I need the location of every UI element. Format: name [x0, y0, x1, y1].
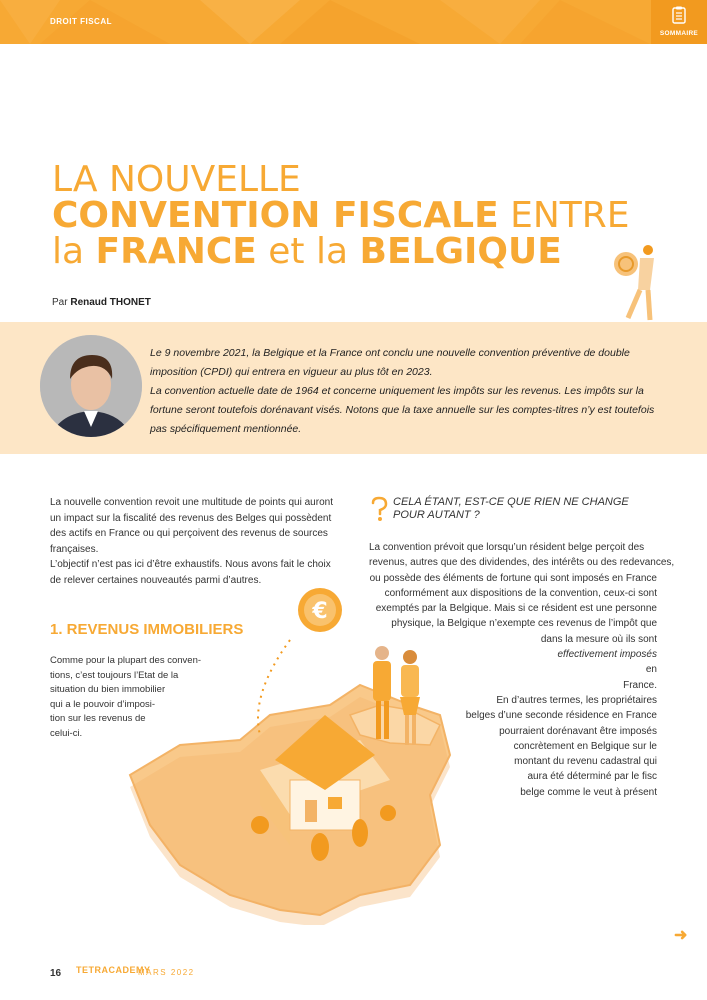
immo-line: tions, c’est toujours l’Etat de la	[50, 669, 179, 681]
title-line-1: LA NOUVELLE	[52, 159, 301, 200]
right-line: conformément aux dispositions de la convention, ceux-ci sont	[384, 587, 657, 599]
right-line-head: dans la mesure où ils sont	[540, 633, 657, 645]
byline	[52, 297, 151, 308]
right-line: montant du revenu cadastral qui	[514, 756, 657, 768]
intro-paragraph-2: La convention actuelle date de 1964 et concerne uniquement les impôts sur les revenus. Les impôts sur la fortune seront toutefois dorénavant visés. Notons que la taxe annuelle sur les comptes-titres n’y est toutefois pas spécifiquement mentionnée.	[150, 385, 655, 435]
sommaire-label: SOMMAIRE	[659, 30, 699, 37]
euro-symbol: €	[312, 599, 328, 624]
page-number: 16	[50, 968, 62, 979]
right-line: La convention prévoit que lorsqu’un résident belge perçoit des	[369, 542, 645, 553]
right-line-tail: en	[645, 664, 657, 676]
right-line: physique, la Belgique n’exempte ces revenus de l’impôt que	[391, 618, 657, 630]
title-line-2-thin: ENTRE	[498, 195, 630, 236]
right-line-france: France.	[623, 679, 657, 691]
left-paragraph-2: L’objectif n’est pas ici d’être exhaustifs. Nous avons fait le choix de relever certaines nouveautés parmi d’autres.	[50, 559, 331, 586]
clipboard-icon	[672, 6, 686, 24]
right-line: aura été déterminé par le fisc	[527, 771, 657, 783]
next-page-arrow[interactable]: ➜	[674, 927, 688, 944]
question-mark-icon	[369, 496, 389, 522]
title-line-3-d: BELGIQUE	[359, 231, 562, 272]
emphasis-text: effectivement imposés	[557, 649, 657, 661]
footer-logo: TETRACADEMY	[76, 965, 151, 975]
header-bar	[0, 0, 707, 44]
right-line: pourraient dorénavant être imposés	[499, 725, 657, 737]
immo-line: Comme pour la plupart des conven-	[50, 655, 202, 666]
author-avatar	[40, 335, 142, 437]
author-portrait	[40, 335, 142, 437]
title-line-3-a: la	[52, 231, 96, 272]
right-line: revenus, autres que des dividendes, des intérêts ou des redevances,	[369, 557, 675, 569]
left-paragraph-1: La nouvelle convention revoit une multitude de points qui auront un impact sur la fiscalité des revenus des Belges qui possèdent des actifs en France ou qui perçoivent des revenus de sources françaises.	[50, 497, 333, 555]
right-line: belge comme le veut à présent	[520, 786, 657, 798]
section-label: DROIT FISCAL	[50, 17, 112, 26]
right-line: ou possède des éléments de fortune qui sont imposés en France	[369, 572, 657, 584]
intro-text	[150, 344, 670, 439]
coin-carrier-illustration	[610, 242, 660, 322]
france-map-illustration	[120, 565, 540, 925]
author-name: Renaud THONET	[70, 297, 151, 308]
immo-line: qui a le pouvoir d’imposi-	[50, 698, 156, 710]
sommaire-button[interactable]	[651, 0, 707, 44]
title-line-2-bold: CONVENTION FISCALE	[52, 195, 499, 236]
immo-line: tion sur les revenus de	[50, 713, 146, 725]
intro-paragraph-1: Le 9 novembre 2021, la Belgique et la France ont conclu une nouvelle convention préventive de double imposition (CPDI) qui entrera en vigueur au plus tôt en 2023.	[150, 347, 630, 378]
section-heading-revenus-immobiliers: 1. REVENUS IMMOBILIERS	[50, 621, 244, 638]
right-line: concrètement en Belgique sur le	[513, 740, 657, 752]
right-line-rest: En d’autres termes, les propriétaires	[496, 694, 657, 706]
right-line: belges d’une seconde résidence en France	[465, 710, 657, 722]
footer-date: MARS 2022	[138, 968, 195, 977]
question-heading: CELA ÉTANT, EST-CE QUE RIEN NE CHANGE POUR AUTANT ?	[393, 496, 629, 521]
right-line: exemptés par la Belgique. Mais si ce résident est une personne	[375, 603, 657, 615]
euro-coin-icon	[298, 588, 342, 632]
immo-line: celui-ci.	[50, 727, 83, 739]
article-title	[52, 159, 630, 272]
title-line-3-c: et la	[256, 231, 360, 272]
immo-line: situation du bien immobilier	[50, 684, 166, 696]
title-line-3-b: FRANCE	[95, 231, 257, 272]
byline-prefix: Par	[52, 297, 71, 308]
